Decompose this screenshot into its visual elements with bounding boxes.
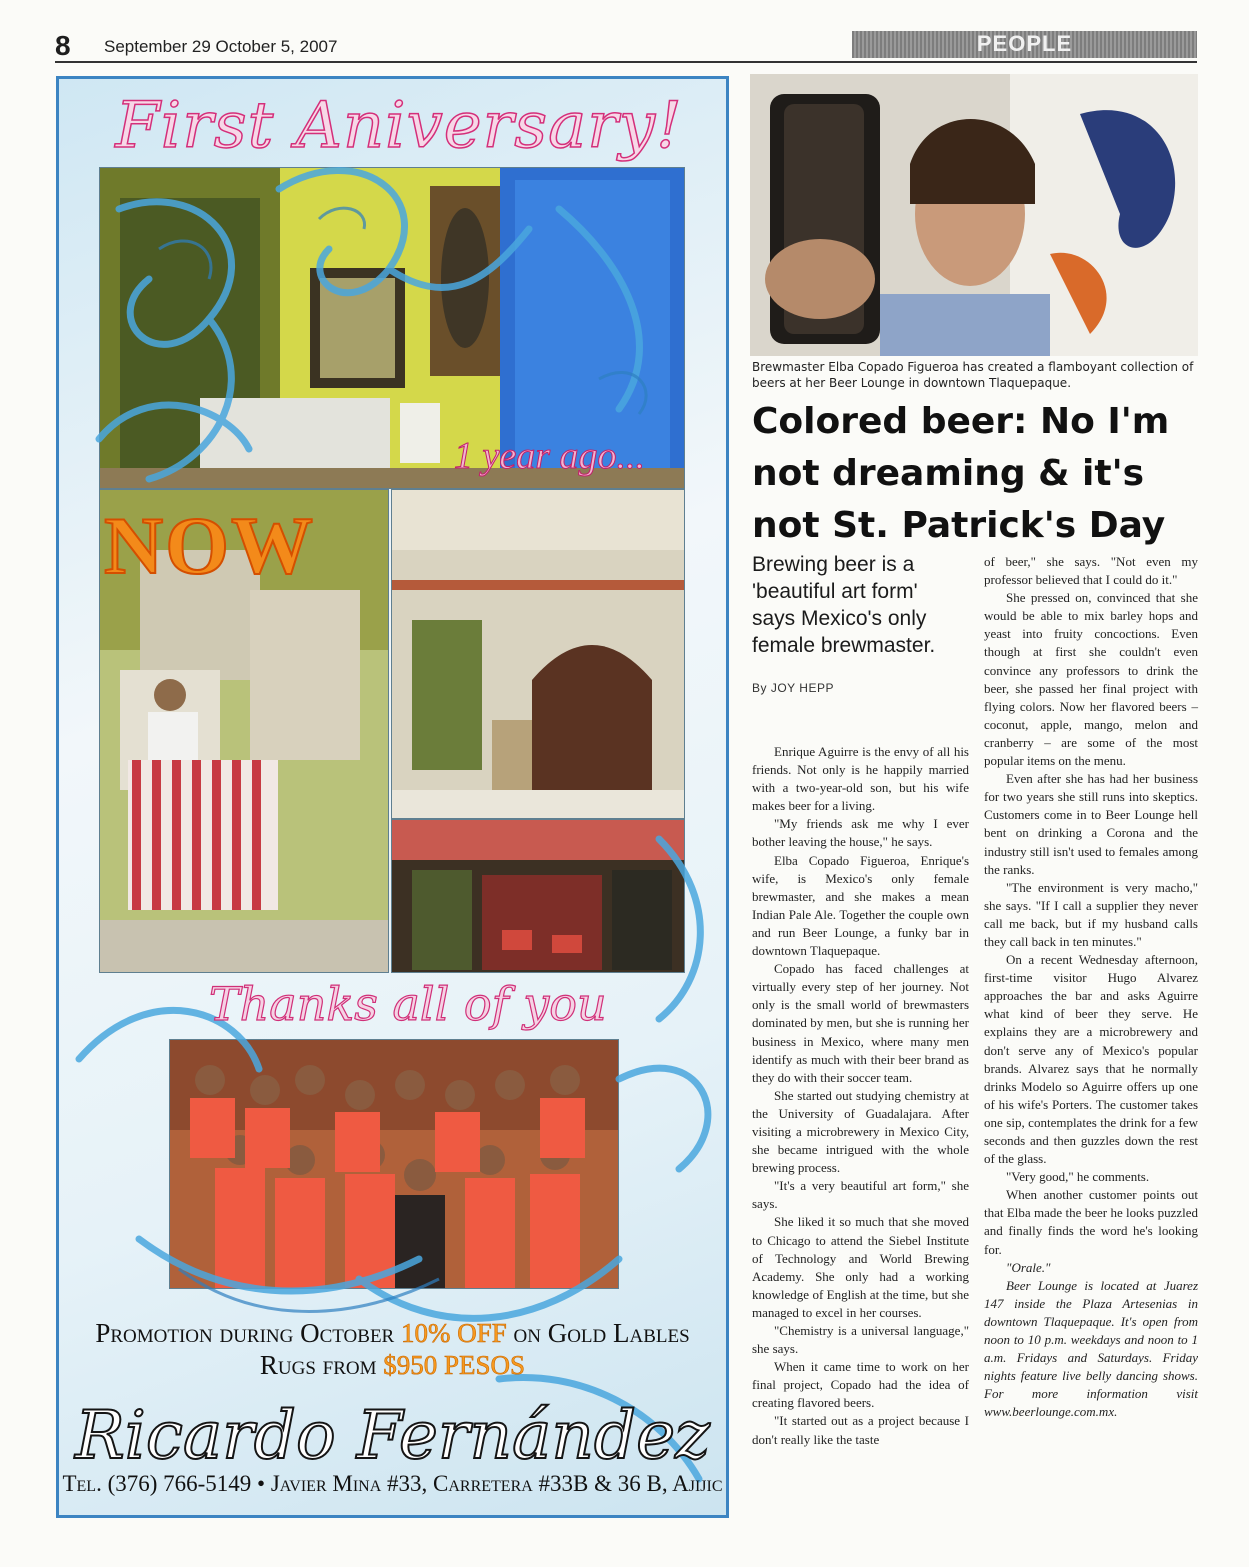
ad-contact-info: Tel. (376) 766-5149 • Javier Mina #33, Carretera #33B & 36 B, Ajijic (62, 1471, 723, 1496)
ad-title: First Aniversary! (115, 89, 683, 163)
photo-caption: Brewmaster Elba Copado Figueroa has created a flamboyant collection of beers at her Beer Lounge in downtown Tlaquepaque. (752, 360, 1194, 390)
paragraph: She pressed on, convinced that she would be able to mix barley hops and yeast into fruity concoctions. Even though at first she couldn't even convince any professors to drink the beer, she passed her final project with flying colors. Now her flavored beers – coconut, apple, mango, melon and cranberry – are some of the most popular items on the menu. (984, 590, 1198, 769)
ad-promo-price: $950 PESOS (383, 1350, 526, 1380)
ad-promo-text: Promotion during October (95, 1318, 395, 1348)
venue-info: Beer Lounge is located at Juarez 147 inside the Plaza Artesenias in downtown Tlaquepaque. It's open from noon to 10 p.m. weekdays and noon to 1 a.m. Fridays and Saturdays. Friday nights feature live belly dancing shows. For more information visit www.beerlounge.com.mx. (984, 1277, 1198, 1420)
paragraph: Copado has faced challenges at virtually every step of her journey. Not only is the small world of brewmasters dominated by men, but she is running her business in Mexico, where many men identify as much with their beer brand as they do with their soccer team. (752, 961, 969, 1085)
paragraph: "Very good," he comments. (1006, 1169, 1150, 1185)
ad-one-year-ago: 1 year ago... (454, 435, 646, 477)
paragraph: Enrique Aguirre is the envy of all his friends. Not only is he happily married with a two-year-old son, but his wife makes beer for a living. (752, 744, 969, 814)
section-banner (852, 31, 1197, 58)
section-label: PEOPLE (976, 31, 1073, 56)
paragraph: She started out studying chemistry at the University of Guadalajara. After visiting a microbrewery in Mexico City, she became intrigued with the whole brewing process. (752, 1087, 969, 1176)
ad-thanks-heading: Thanks all of you (209, 977, 607, 1031)
ad-brand-name: Ricardo Fernández (75, 1397, 710, 1474)
header-rule (55, 61, 1197, 63)
ad-promo-discount: 10% OFF (400, 1318, 507, 1348)
ad-promo-line-2 (59, 1349, 726, 1381)
ad-promo-line-1 (59, 1317, 726, 1349)
paragraph: "My friends ask me why I ever bother leaving the house," he says. (752, 816, 969, 850)
ad-promo-text: Rugs from (259, 1350, 377, 1380)
ad-now-label: NOW (104, 500, 315, 591)
page-number: 8 (55, 30, 71, 61)
paragraph-quote: "Orale." (1006, 1259, 1051, 1275)
paragraph: Elba Copado Figueroa, Enrique's wife, is Mexico's only female brewmaster, and she makes a mean Indian Pale Ale. Together the couple own and run Beer Lounge, a funky bar in downtown Tlaquepaque. (752, 852, 969, 959)
paragraph: When it came time to work on her final project, Copado had the idea of creating flavored beers. (752, 1359, 969, 1411)
paragraph: When another customer points out that Elba made the beer he looks puzzled and finally finds the word he's looking for. (984, 1187, 1198, 1257)
ad-promotion (59, 1317, 726, 1381)
paragraph: Even after she has had her business for two years she still runs into skeptics. Customers come in to Beer Lounge hell bent on drinking a Corona and the industry still isn't used to females among the ranks. (984, 771, 1198, 877)
article-photo-brewmaster (750, 74, 1198, 356)
paragraph-continued: of beer," she says. "Not even my professor believed that I could do it." (984, 554, 1198, 588)
article-deck: Brewing beer is a 'beautiful art form' says Mexico's only female brewmaster. (752, 553, 936, 657)
paragraph: "The environment is very macho," she says. "If I call a supplier they never call me back, but if my husband calls they call back in ten minutes." (984, 879, 1198, 949)
paragraph: "Chemistry is a universal language," she says. (752, 1323, 969, 1357)
paragraph: "It's a very beautiful art form," she says. (752, 1178, 969, 1212)
article-byline: By JOY HEPP (752, 681, 834, 695)
paragraph: On a recent Wednesday afternoon, first-time visitor Hugo Alvarez approaches the bar and asks Aguirre what kind of beer they serve. He explains they are a microbrewery and don't serve any of Mexico's popular brands. Alvarez says that he normally drinks Modelo so Aguirre offers up one of his wife's Porters. The customer takes one sip, contemplates the drink for a few seconds and then guzzles down the rest of the glass. (984, 952, 1198, 1167)
paragraph: She liked it so much that she moved to Chicago to attend the Siebel Institute of Technology and World Brewing Academy. She only had a working knowledge of English at the time, but she managed to excel in her courses. (752, 1214, 969, 1320)
advertisement (56, 76, 729, 1518)
article-headline: Colored beer: No I'm not dreaming & it's not St. Patrick's Day (752, 401, 1170, 546)
paragraph: "It started out as a project because I don't really like the taste (752, 1413, 969, 1447)
ad-promo-text: on Gold Lables (513, 1318, 690, 1348)
article-column-2 (984, 553, 1198, 1422)
decorative-swirls (59, 79, 729, 1518)
article-column-1 (752, 743, 969, 1449)
issue-date: September 29 October 5, 2007 (104, 37, 338, 56)
